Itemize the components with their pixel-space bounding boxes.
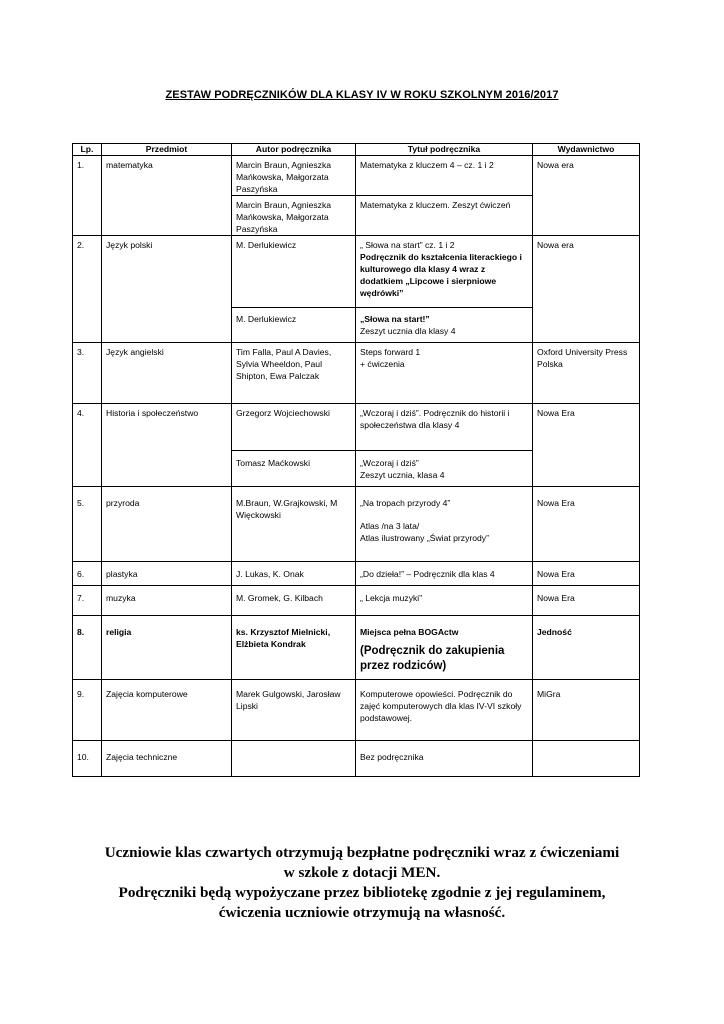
row-publisher: Nowa era <box>533 156 640 236</box>
book-title: „Na tropach przyrody 4” <box>360 498 451 508</box>
book-title: Miejsca pełna BOGActw <box>360 627 459 637</box>
row-lp: 8. <box>73 616 102 680</box>
book-title: „Wczoraj i dziś” <box>360 458 419 468</box>
row-lp: 6. <box>73 562 102 586</box>
table-header-row <box>73 144 640 156</box>
row-lp: 1. <box>73 156 102 236</box>
row-title: „Do dzieła!” – Podręcznik dla klas 4 <box>356 562 533 586</box>
footer-note <box>0 843 724 923</box>
row-subject: Język angielski <box>102 343 232 404</box>
row-author: M. Derlukiewicz <box>232 308 356 343</box>
row-title: Matematyka z kluczem 4 – cz. 1 i 2 <box>356 156 533 196</box>
row-title <box>356 236 533 308</box>
row-title: Matematyka z kluczem. Zeszyt ćwiczeń <box>356 196 533 236</box>
header-author: Autor podręcznika <box>232 144 356 156</box>
row-author: M. Gromek, G. Kilbach <box>232 586 356 616</box>
row-author: M.Braun, W.Grajkowski, M Więckowski <box>232 487 356 562</box>
row-subject: muzyka <box>102 586 232 616</box>
row-author: Tomasz Maćkowski <box>232 451 356 487</box>
table-row <box>73 562 640 586</box>
row-subject: Język polski <box>102 236 232 343</box>
row-subject: matematyka <box>102 156 232 236</box>
footer-line: Uczniowie klas czwartych otrzymują bezpłatne podręczniki wraz z ćwiczeniami <box>104 844 620 861</box>
row-author: Marek Gulgowski, Jarosław Lipski <box>232 680 356 741</box>
book-title: „ Słowa na start” cz. 1 i 2 <box>360 240 455 250</box>
row-author: J. Lukas, K. Onak <box>232 562 356 586</box>
table-row <box>73 616 640 680</box>
row-author: M. Derlukiewicz <box>232 236 356 308</box>
textbook-table <box>72 143 640 777</box>
row-author: Grzegorz Wojciechowski <box>232 404 356 451</box>
row-subject: Zajęcia komputerowe <box>102 680 232 741</box>
row-title: Komputerowe opowieści. Podręcznik do zajęć komputerowych dla klas IV-VI szkoły podstawowej. <box>356 680 533 741</box>
header-lp: Lp. <box>73 144 102 156</box>
row-subject: przyroda <box>102 487 232 562</box>
footer-line: w szkole z dotacji MEN. <box>283 864 441 881</box>
header-subject: Przedmiot <box>102 144 232 156</box>
row-publisher: Nowa Era <box>533 487 640 562</box>
header-publisher: Wydawnictwo <box>533 144 640 156</box>
row-publisher: Nowa Era <box>533 586 640 616</box>
book-title: Steps forward 1 <box>360 347 421 357</box>
book-title-line: Atlas ilustrowany „Świat przyrody” <box>360 533 489 543</box>
row-author <box>232 741 356 777</box>
book-title-detail: Podręcznik do kształcenia literackiego i kulturowego dla klasy 4 wraz z dodatkiem „Lipcowe i sierpniowe wędrówki” <box>360 252 522 298</box>
footer-line: Podręczniki będą wypożyczane przez bibliotekę zgodnie z jej regulaminem, <box>118 884 606 901</box>
row-author: Tim Falla, Paul A Davies, Sylvia Wheeldon, Paul Shipton, Ewa Palczak <box>232 343 356 404</box>
row-subject: religia <box>102 616 232 680</box>
table-row <box>73 343 640 404</box>
header-title: Tytuł podręcznika <box>356 144 533 156</box>
row-publisher: Nowa Era <box>533 404 640 487</box>
row-subject: Zajęcia techniczne <box>102 741 232 777</box>
table-row <box>73 680 640 741</box>
row-title <box>356 308 533 343</box>
footer-line: ćwiczenia uczniowie otrzymują na własność. <box>218 904 506 921</box>
row-author: Marcin Braun, Agnieszka Mańkowska, Małgorzata Paszyńska <box>232 196 356 236</box>
table-row <box>73 404 640 451</box>
row-title <box>356 343 533 404</box>
book-title-line: Atlas /na 3 lata/ <box>360 521 420 531</box>
document-title: ZESTAW PODRĘCZNIKÓW DLA KLASY IV W ROKU SZKOLNYM 2016/2017 <box>165 89 559 101</box>
row-lp: 7. <box>73 586 102 616</box>
book-title-detail: Zeszyt ucznia, klasa 4 <box>360 470 445 480</box>
row-lp: 4. <box>73 404 102 487</box>
row-author: ks. Krzysztof Mielnicki, Elżbieta Kondrak <box>232 616 356 680</box>
row-title <box>356 487 533 562</box>
table-row <box>73 156 640 196</box>
table-row <box>73 586 640 616</box>
row-lp: 2. <box>73 236 102 343</box>
row-lp: 10. <box>73 741 102 777</box>
book-title: „Słowa na start!” <box>360 314 430 324</box>
row-title <box>356 616 533 680</box>
row-publisher: Jedność <box>533 616 640 680</box>
book-title-detail: Zeszyt ucznia dla klasy 4 <box>360 326 456 336</box>
row-subject: Historia i społeczeństwo <box>102 404 232 487</box>
table-row <box>73 236 640 308</box>
purchase-note: (Podręcznik do zakupienia przez rodziców) <box>360 645 505 672</box>
row-title: „Wczoraj i dziś”. Podręcznik do historii i społeczeństwa dla klasy 4 <box>356 404 533 451</box>
row-title <box>356 451 533 487</box>
book-title-detail: + ćwiczenia <box>360 359 405 369</box>
row-author: Marcin Braun, Agnieszka Mańkowska, Małgorzata Paszyńska <box>232 156 356 196</box>
row-lp: 3. <box>73 343 102 404</box>
row-title: Bez podręcznika <box>356 741 533 777</box>
row-publisher: Nowa Era <box>533 562 640 586</box>
table-row <box>73 487 640 562</box>
row-lp: 9. <box>73 680 102 741</box>
table-row <box>73 741 640 777</box>
row-publisher: Nowa era <box>533 236 640 343</box>
row-lp: 5. <box>73 487 102 562</box>
row-publisher <box>533 741 640 777</box>
row-publisher: Oxford University Press Polska <box>533 343 640 404</box>
row-subject: plastyka <box>102 562 232 586</box>
row-title: „ Lekcja muzyki” <box>356 586 533 616</box>
row-publisher: MiGra <box>533 680 640 741</box>
